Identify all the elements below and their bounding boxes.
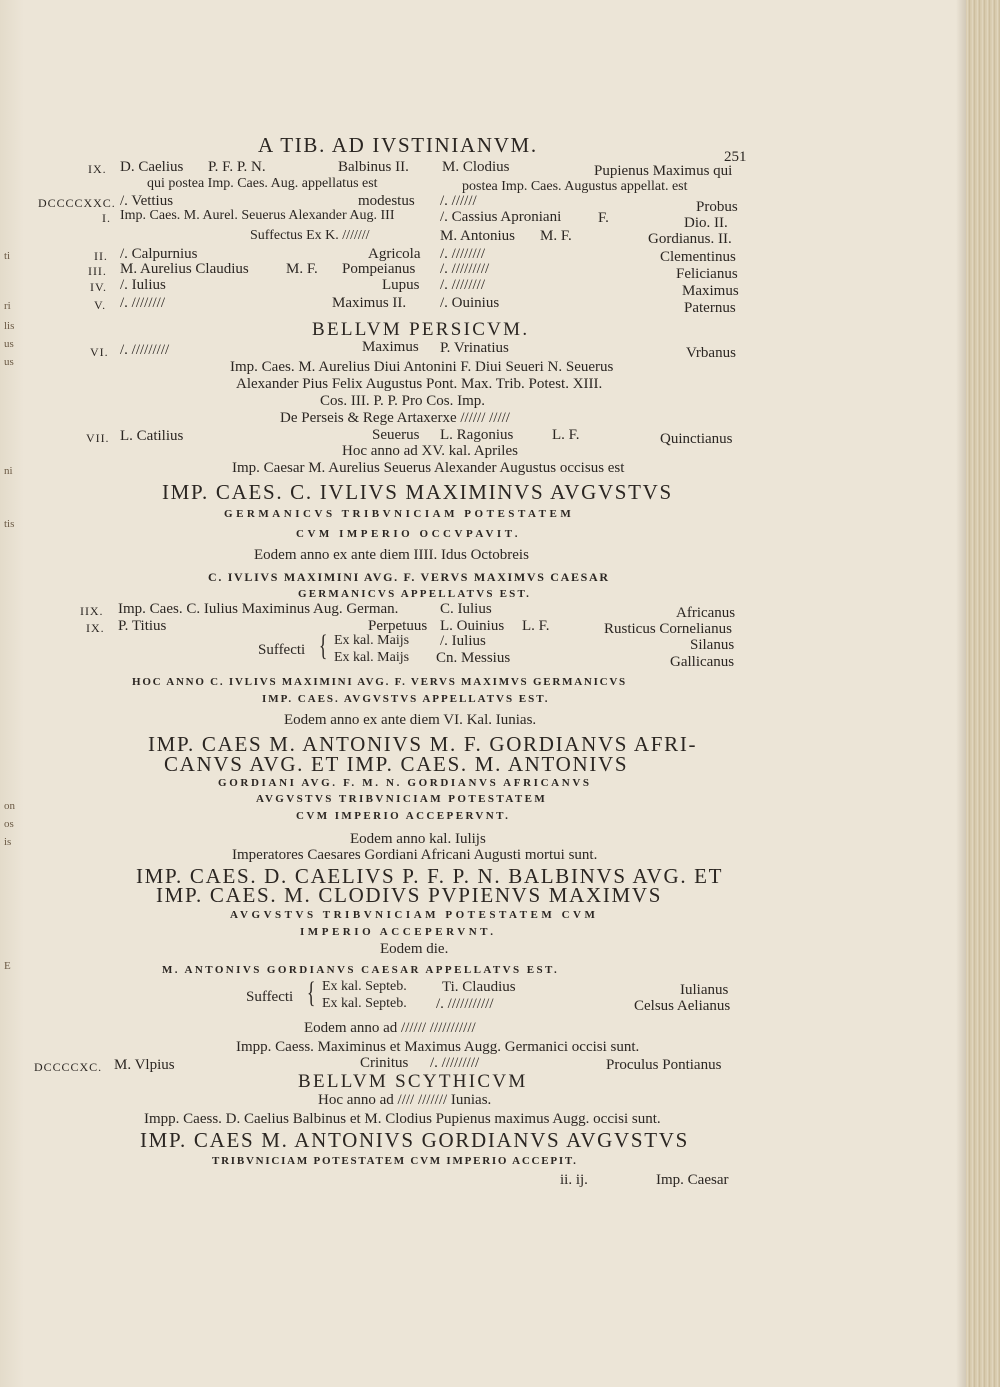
margin-fragment: is [4, 836, 12, 848]
consul-name: /. Cassius Aproniani [440, 209, 562, 225]
suffect-name: Gordianus. II. [648, 231, 732, 247]
suffecti-label: Suffecti [246, 989, 294, 1005]
text-line: Alexander Pius Felix Augustus Pont. Max. Trib. Potest. XIII. [236, 376, 603, 392]
text-line: Hoc anno ad //// /////// Iunias. [318, 1092, 492, 1108]
text-line: Eodem anno ex ante diem VI. Kal. Iunias. [284, 712, 537, 728]
year-numeral: IX. [86, 621, 105, 635]
consul-name: Imp. Caes. C. Iulius Maximinus Aug. German. [118, 601, 399, 617]
emperor-heading: IMP. CAES M. ANTONIVS M. F. GORDIANVS AFRI- [148, 732, 698, 756]
text-line: Cos. III. P. P. Pro Cos. Imp. [320, 393, 486, 409]
text-line: Imperatores Caesares Gordiani Africani Augusti mortui sunt. [232, 847, 598, 863]
suffect-date: Ex kal. Septeb. [322, 996, 407, 1011]
consul-name: Cn. Messius [436, 650, 511, 666]
caps-line: IMP. CAES. AVGVSTVS APPELLATVS EST. [262, 693, 550, 705]
consul-cognomen: Pompeianus [342, 261, 416, 277]
consul-name: M. Antonius [440, 228, 516, 244]
text-line: De Perseis & Rege Artaxerxe ////// ///// [280, 410, 510, 426]
consul-name: /. //////// [440, 277, 486, 293]
consul-name: /. Vettius [120, 193, 174, 209]
consul-cognomen: modestus [358, 193, 415, 209]
emperor-heading: IMP. CAES M. ANTONIVS GORDIANVS AVGVSTVS [140, 1128, 689, 1152]
year-numeral: DCCCCXXC. [38, 196, 116, 210]
consul-name: /. ///////// [430, 1055, 480, 1071]
emperor-heading: IMP. CAES. C. IVLIVS MAXIMINVS AVGVSTVS [162, 480, 673, 504]
year-numeral: I. [102, 211, 111, 225]
consul-name: P. Vrinatius [440, 340, 509, 356]
binding-gutter [0, 0, 24, 1387]
consul-cognomen: Perpetuus [368, 618, 428, 634]
consul-filiation: L. F. [522, 618, 550, 634]
consul-name: D. Caelius [120, 159, 184, 175]
consul-cognomen: Balbinus II. [338, 159, 409, 175]
spaced-caps-line: CVM IMPERIO OCCVPAVIT. [296, 528, 522, 540]
margin-fragment: lis [4, 320, 15, 332]
suffect-date: Ex kal. Septeb. [322, 979, 407, 994]
year-numeral: III. [88, 264, 107, 278]
caps-line: M. ANTONIVS GORDIANVS CAESAR APPELLATVS EST. [162, 964, 560, 976]
suffect-note: Suffectus Ex K. /////// [250, 228, 370, 243]
page-edges [966, 0, 1000, 1387]
consul-name: /. //////// [120, 295, 166, 311]
suffect-date: Ex kal. Maijs [334, 650, 410, 665]
margin-fragment: ti [4, 250, 11, 262]
consul-name: /. ///////// [120, 342, 170, 358]
catchword: Imp. Caesar [656, 1172, 729, 1188]
caps-line: HOC ANNO C. IVLIVS MAXIMINI AVG. F. VERVS MAXIMVS GERMANICVS [132, 676, 627, 688]
consul-name: M. Aurelius Claudius [120, 261, 249, 277]
consul-filiation: P. F. P. N. [208, 159, 266, 175]
suffect-name: Quinctianus [660, 431, 733, 447]
consul-name: /. Calpurnius [120, 246, 198, 262]
suffect-name: Africanus [676, 605, 736, 621]
consul-name: /. /////////// [436, 996, 494, 1012]
consul-name: P. Titius [118, 618, 167, 634]
consul-filiation: M. F. [540, 228, 572, 244]
consul-name: /. Iulius [440, 633, 486, 649]
text-line: Imp. Caes. M. Aurelius Diui Antonini F. Diui Seueri N. Seuerus [230, 359, 614, 375]
spaced-caps-line: AVGVSTVS TRIBVNICIAM POTESTATEM CVM [230, 909, 599, 921]
consul-cognomen: Agricola [368, 246, 421, 262]
suffect-name: Clementinus [660, 249, 736, 265]
page-number: 251 [724, 149, 747, 165]
year-numeral: DCCCCXC. [34, 1060, 103, 1074]
caps-line: TRIBVNICIAM POTESTATEM CVM IMPERIO ACCEPIT. [212, 1155, 578, 1167]
year-numeral: VI. [90, 345, 109, 359]
consul-name: C. Iulius [440, 601, 492, 617]
text-line: Impp. Caess. D. Caelius Balbinus et M. Clodius Pupienus maximus Augg. occisi sunt. [144, 1111, 661, 1127]
text-line: Impp. Caess. Maximinus et Maximus Augg. Germanici occisi sunt. [236, 1039, 640, 1055]
emperor-heading: CANVS AVG. ET IMP. CAES. M. ANTONIVS [164, 752, 629, 776]
suffect-name: Pupienus Maximus qui [594, 163, 733, 179]
caps-line: GERMANICVS APPELLATVS EST. [298, 588, 532, 600]
suffect-name: Maximus [682, 283, 739, 299]
section-heading: BELLVM SCYTHICVM [298, 1071, 528, 1092]
emperor-heading: IMP. CAES. M. CLODIVS PVPIENVS MAXIMVS [156, 883, 663, 907]
margin-fragment: ni [4, 465, 13, 477]
margin-fragment: us [4, 338, 14, 350]
margin-fragment: ri [4, 300, 11, 312]
caps-line: CVM IMPERIO ACCEPERVNT. [296, 810, 511, 822]
note-line: postea Imp. Caes. Augustus appellat. est [462, 179, 688, 194]
consul-name: L. Ouinius [440, 618, 505, 634]
year-numeral: IV. [90, 280, 107, 294]
suffect-name: Celsus Aelianus [634, 998, 731, 1014]
section-heading: BELLVM PERSICVM. [312, 319, 530, 340]
consul-name: M. Vlpius [114, 1057, 175, 1073]
suffect-name: Dio. II. [684, 215, 728, 231]
consul-filiation: L. F. [552, 427, 580, 443]
year-numeral: II. [94, 249, 108, 263]
margin-fragment: E [4, 960, 11, 972]
text-line: Imp. Caesar M. Aurelius Seuerus Alexander Augustus occisus est [232, 460, 625, 476]
consul-filiation: F. [598, 210, 609, 226]
consul-name: M. Clodius [442, 159, 510, 175]
consul-name: /. ///////// [440, 261, 490, 277]
suffect-name: Rusticus Cornelianus [604, 621, 732, 637]
consul-filiation: M. F. [286, 261, 318, 277]
year-numeral: IX. [88, 162, 107, 176]
suffect-date: Ex kal. Maijs [334, 633, 410, 648]
caps-line: AVGVSTVS TRIBVNICIAM POTESTATEM [256, 793, 548, 805]
spaced-caps-line: IMPERIO ACCEPERVNT. [300, 926, 497, 938]
suffect-name: Vrbanus [686, 345, 736, 361]
suffect-name: Iulianus [680, 982, 729, 998]
text-line: Eodem anno ex ante diem IIII. Idus Octobreis [254, 547, 529, 563]
caps-line: GORDIANI AVG. F. M. N. GORDIANVS AFRICANVS [218, 777, 592, 789]
text-line: Eodem die. [380, 941, 449, 957]
suffect-name: Felicianus [676, 266, 738, 282]
year-numeral: V. [94, 298, 107, 312]
emperor-heading: IMP. CAES. D. CAELIVS P. F. P. N. BALBINVS AVG. ET [136, 864, 724, 888]
brace-icon: { [306, 976, 316, 1009]
caps-line: C. IVLIVS MAXIMINI AVG. F. VERVS MAXIMVS CAESAR [208, 570, 610, 584]
year-numeral: IIX. [80, 604, 104, 618]
suffect-name: Proculus Pontianus [606, 1057, 722, 1073]
margin-fragment: os [4, 818, 14, 830]
text-line: Eodem anno kal. Iulijs [350, 831, 486, 847]
suffect-name: Probus [696, 199, 738, 215]
consul-cognomen: Maximus [362, 339, 419, 355]
suffect-name: Silanus [690, 637, 735, 653]
consul-cognomen: Crinitus [360, 1055, 409, 1071]
consul-cognomen: Maximus II. [332, 295, 407, 311]
consul-name: Imp. Caes. M. Aurel. Seuerus Alexander Aug. III [120, 208, 395, 223]
suffect-name: Paternus [684, 300, 736, 316]
brace-icon: { [318, 629, 328, 662]
signature-mark: ii. ij. [560, 1172, 588, 1188]
spaced-caps-line: GERMANICVS TRIBVNICIAM POTESTATEM [224, 508, 575, 520]
suffecti-label: Suffecti [258, 642, 306, 658]
note-line: qui postea Imp. Caes. Aug. appellatus est [147, 176, 378, 191]
consul-name: /. Ouinius [440, 295, 500, 311]
consul-name: /. ////// [440, 193, 477, 209]
consul-name: /. Iulius [120, 277, 166, 293]
consul-name: /. //////// [440, 246, 486, 262]
margin-fragment: on [4, 800, 15, 812]
consul-name: L. Catilius [120, 428, 184, 444]
text-line: Eodem anno ad ////// /////////// [304, 1020, 476, 1036]
consul-cognomen: Seuerus [372, 427, 420, 443]
consul-name: Ti. Claudius [442, 979, 516, 995]
page-edge-shadow [956, 0, 966, 1387]
consul-cognomen: Lupus [382, 277, 420, 293]
text-line: Hoc anno ad XV. kal. Apriles [342, 443, 518, 459]
year-numeral: VII. [86, 431, 110, 445]
consul-name: L. Ragonius [440, 427, 514, 443]
running-title: A TIB. AD IVSTINIANVM. [258, 133, 538, 157]
margin-fragment: tis [4, 518, 15, 530]
margin-fragment: us [4, 356, 14, 368]
suffect-name: Gallicanus [670, 654, 735, 670]
